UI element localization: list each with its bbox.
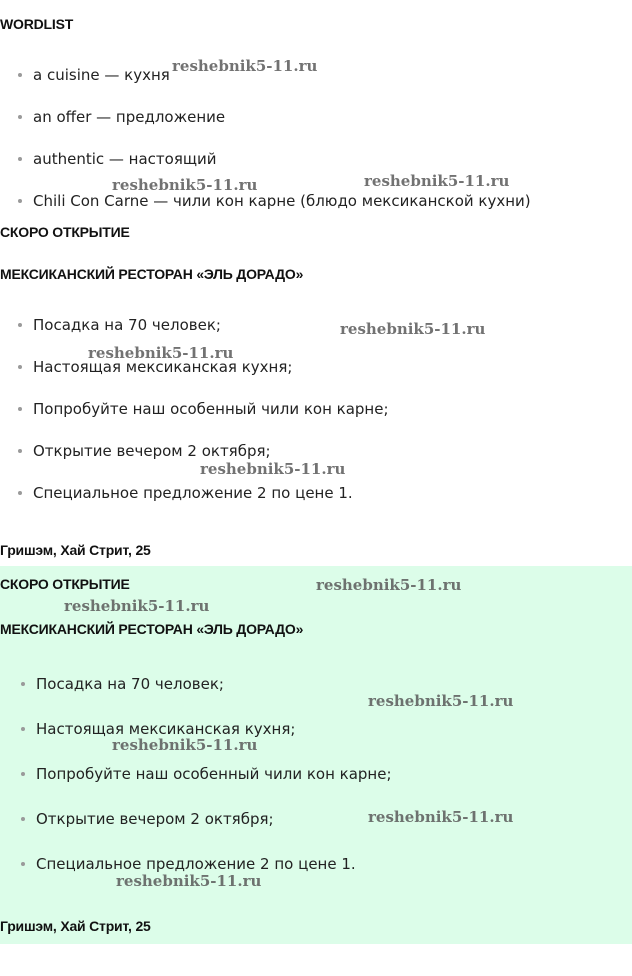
- highlighted-address: Гришэм, Хай Стрит, 25: [0, 918, 151, 934]
- wordlist-item: Chili Con Carne — чили кон карне (блюдо мексиканской кухни): [33, 192, 531, 210]
- highlighted-list-item: Специальное предложение 2 по цене 1.: [36, 855, 356, 873]
- watermark: reshebnik5-11.ru: [172, 57, 318, 75]
- ad-list-item: Специальное предложение 2 по цене 1.: [33, 484, 353, 502]
- watermark: reshebnik5-11.ru: [116, 872, 262, 890]
- wordlist-heading: WORDLIST: [0, 16, 74, 32]
- wordlist-item: a cuisine — кухня: [33, 66, 170, 84]
- wordlist-item: an offer — предложение: [33, 108, 226, 126]
- watermark: reshebnik5-11.ru: [200, 460, 346, 478]
- highlighted-list-item: Попробуйте наш особенный чили кон карне;: [36, 765, 392, 783]
- watermark: reshebnik5-11.ru: [340, 320, 486, 338]
- highlighted-list-item: Настоящая мексиканская кухня;: [36, 720, 296, 738]
- watermark: reshebnik5-11.ru: [64, 597, 210, 615]
- highlighted-coming-soon-heading: СКОРО ОТКРЫТИЕ: [0, 576, 130, 592]
- watermark: reshebnik5-11.ru: [316, 576, 462, 594]
- watermark: reshebnik5-11.ru: [368, 692, 514, 710]
- ad-coming-soon-heading: СКОРО ОТКРЫТИЕ: [0, 224, 130, 240]
- watermark: reshebnik5-11.ru: [368, 808, 514, 826]
- watermark: reshebnik5-11.ru: [112, 176, 258, 194]
- ad-list-item: Попробуйте наш особенный чили кон карне;: [33, 400, 389, 418]
- wordlist-item: authentic — настоящий: [33, 150, 217, 168]
- highlighted-restaurant-heading: МЕКСИКАНСКИЙ РЕСТОРАН «ЭЛЬ ДОРАДО»: [0, 621, 304, 637]
- ad-address: Гришэм, Хай Стрит, 25: [0, 542, 151, 558]
- watermark: reshebnik5-11.ru: [88, 344, 234, 362]
- highlighted-list-item: Открытие вечером 2 октября;: [36, 810, 274, 828]
- watermark: reshebnik5-11.ru: [364, 172, 510, 190]
- ad-list-item: Посадка на 70 человек;: [33, 316, 221, 334]
- ad-list-item: Настоящая мексиканская кухня;: [33, 358, 293, 376]
- highlighted-list-item: Посадка на 70 человек;: [36, 675, 224, 693]
- watermark: reshebnik5-11.ru: [112, 736, 258, 754]
- ad-restaurant-heading: МЕКСИКАНСКИЙ РЕСТОРАН «ЭЛЬ ДОРАДО»: [0, 266, 304, 282]
- ad-list-item: Открытие вечером 2 октября;: [33, 442, 271, 460]
